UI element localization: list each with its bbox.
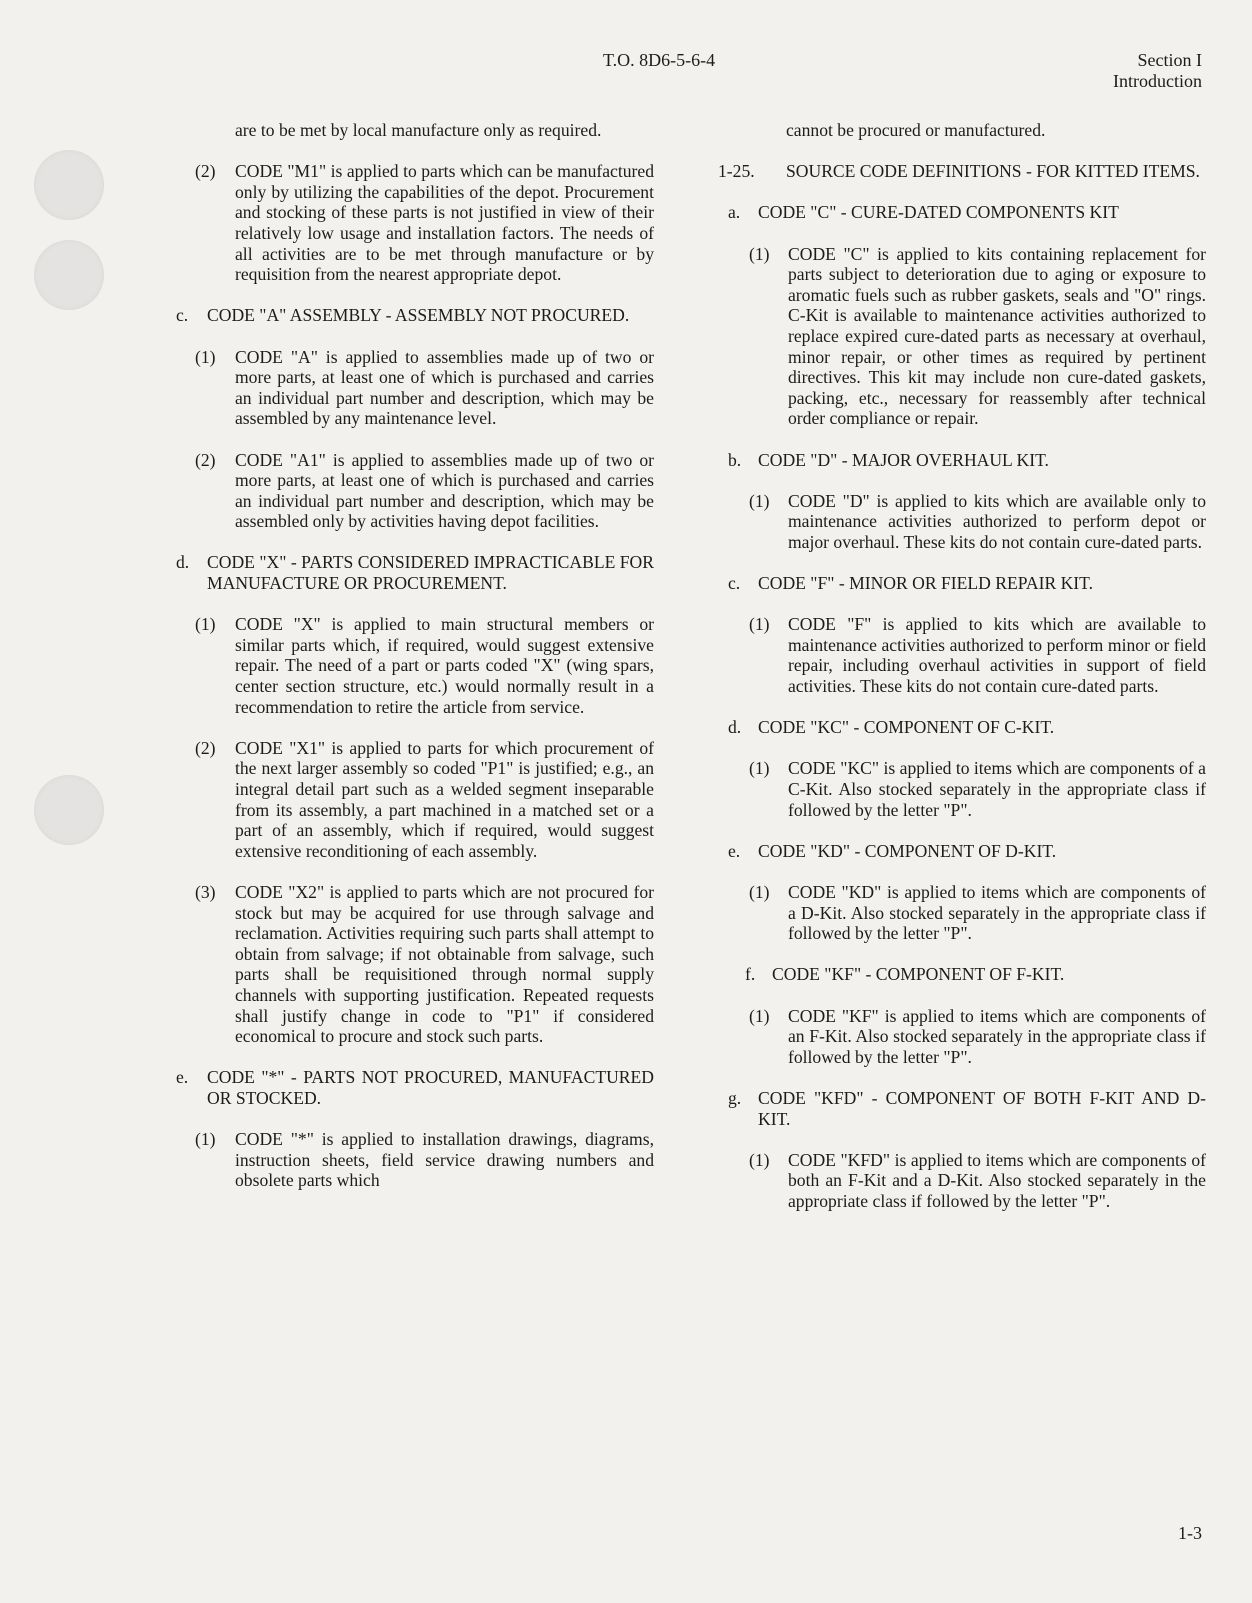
- paragraph-label: e.: [176, 1067, 189, 1088]
- paragraph-label: f.: [745, 964, 756, 985]
- paragraph-label: (2): [195, 449, 216, 470]
- paragraph-text: CODE "X" - PARTS CONSIDERED IMPRACTICABLE FOR MANUFACTURE OR PROCUREMENT.: [207, 552, 654, 594]
- page-number: 1-3: [1178, 1523, 1202, 1543]
- paragraph-label: (2): [195, 737, 216, 758]
- paragraph-text: CODE "M1" is applied to parts which can be manufactured only by utilizing the capabilities of the depot. Procurement and stocking of these parts is not justified in view of their relatively low usage and installation factors. The needs of all activities are to be met through manufacture or by requisition from the nearest appropriate depot.: [235, 161, 654, 285]
- paragraph-heading: [0, 1088, 1210, 1129]
- paragraph-label: b.: [728, 449, 742, 470]
- paragraph-text: CODE "D" is applied to kits which are available only to maintenance activities authorized to perform depot or major overhaul. These kits do not contain cure-dated parts.: [788, 490, 1206, 552]
- paragraph-text: CODE "D" - MAJOR OVERHAUL KIT.: [758, 449, 1049, 470]
- paragraph-text: CODE "KFD" - COMPONENT OF BOTH F-KIT AND D-KIT.: [758, 1087, 1206, 1129]
- paragraph-text: CODE "A" ASSEMBLY - ASSEMBLY NOT PROCURED.: [207, 305, 630, 326]
- paragraph-label: (1): [749, 243, 770, 264]
- paragraph-label: (1): [749, 614, 770, 635]
- paragraph-text: CODE "KD" is applied to items which are components of a D-Kit. Also stocked separately in the appropriate class if followed by the letter "P".: [788, 881, 1206, 944]
- paragraph-text: CODE "X" is applied to main structural members or similar parts which, if required, would suggest extensive repair. The need of a part or parts coded "X" (wing spars, center section structure, etc.) would normally result in a recommendation to retire the article from service.: [235, 614, 654, 717]
- paragraph-heading: [0, 161, 1210, 182]
- paragraph-text: CODE "F" - MINOR OR FIELD REPAIR KIT.: [758, 573, 1093, 594]
- paragraph-text: CODE "KF" - COMPONENT OF F-KIT.: [772, 964, 1065, 985]
- paragraph-text: cannot be procured or manufactured.: [786, 120, 1046, 140]
- paragraph-text: are to be met by local manufacture only as required.: [235, 120, 602, 140]
- paragraph-text: CODE "X2" is applied to parts which are not procured for stock but may be acquired for use through salvage and reclamation. Activities requiring such parts shall attempt to obtain from salvage; if not obtainable from salvage, such parts shall be requisitioned through normal supply channels with supporting justification. Repeated requests shall justify change in code to "P1" if considered economical to procure and stock such parts.: [235, 881, 654, 1047]
- paragraph-label: (1): [749, 490, 770, 511]
- subparagraph: [0, 244, 1210, 429]
- subparagraph: [0, 882, 1210, 944]
- paragraph-text: CODE "KC" - COMPONENT OF C-KIT.: [758, 717, 1055, 738]
- section-label: Section I: [1137, 50, 1202, 70]
- paragraph-label: (1): [195, 1129, 216, 1150]
- paragraph-label: (1): [195, 346, 216, 367]
- subparagraph: [0, 1150, 1210, 1212]
- paragraph-text: CODE "*" - PARTS NOT PROCURED, MANUFACTURED OR STOCKED.: [207, 1067, 654, 1108]
- subparagraph: [0, 758, 1210, 820]
- paragraph-text: CODE "X1" is applied to parts for which procurement of the next larger assembly so coded "P1" is justified; e.g., an integral detail part such as a welded segment inseparable from its assembly, a part machined in a matched set or a part of an assembly, which if required, would suggest extensive reconditioning of each assembly.: [235, 737, 654, 861]
- paragraph-label: (1): [749, 758, 770, 779]
- right-column: [0, 120, 1210, 1232]
- paragraph-label: (1): [195, 614, 216, 635]
- paragraph-label: c.: [728, 573, 741, 594]
- paragraph-text: SOURCE CODE DEFINITIONS - FOR KITTED ITEMS.: [786, 161, 1200, 182]
- paragraph-text: CODE "A" is applied to assemblies made up of two or more parts, at least one of which is purchased and carries an individual part number and description, which may be assembled by any maintenance level.: [235, 346, 654, 429]
- paragraph-text: CODE "C" - CURE-DATED COMPONENTS KIT: [758, 202, 1119, 223]
- paragraph-label: (1): [749, 1005, 770, 1026]
- paragraph-text: CODE "A1" is applied to assemblies made up of two or more parts, at least one of which is purchased and carries an individual part number and description, which may be assembled only by activities having depot facilities.: [235, 449, 654, 532]
- subparagraph: [0, 1006, 1210, 1068]
- paragraph-label: (1): [749, 881, 770, 902]
- paragraph-label: g.: [728, 1087, 742, 1108]
- paragraph-text: CODE "KF" is applied to items which are components of an F-Kit. Also stocked separately in the appropriate class if followed by the letter "P".: [788, 1005, 1206, 1067]
- paragraph-heading: [0, 717, 1210, 738]
- paragraph-label: a.: [728, 202, 741, 223]
- paragraph-heading: [0, 964, 1210, 985]
- section-title: Introduction: [1113, 71, 1202, 91]
- paragraph-label: (2): [195, 161, 216, 182]
- paragraph-label: d.: [176, 552, 190, 573]
- paragraph-label: (3): [195, 881, 216, 902]
- subparagraph: [0, 614, 1210, 696]
- paragraph-label: e.: [728, 840, 741, 861]
- paragraph-text: CODE "F" is applied to kits which are available to maintenance activities authorized to perform minor or field repair, including overhaul activities in support of field activities. These kits do not contain cure-dated parts.: [788, 614, 1206, 697]
- subparagraph: [0, 491, 1210, 553]
- paragraph-heading: [0, 202, 1210, 223]
- paragraph-text: CODE "KC" is applied to items which are components of a C-Kit. Also stocked separately in the appropriate class if followed by the letter "P".: [788, 758, 1206, 820]
- paragraph-text: CODE "*" is applied to installation drawings, diagrams, instruction sheets, field service drawing numbers and obsolete parts which: [235, 1129, 654, 1191]
- paragraph-label: d.: [728, 717, 742, 738]
- paragraph-heading: [0, 450, 1210, 471]
- paragraph-label: 1-25.: [718, 161, 755, 182]
- paragraph-text: CODE "KFD" is applied to items which are components of both an F-Kit and a D-Kit. Also stocked separately in the appropriate class if followed by the letter "P".: [788, 1149, 1206, 1211]
- paragraph-heading: [0, 573, 1210, 594]
- paragraph-text: CODE "KD" - COMPONENT OF D-KIT.: [758, 840, 1057, 861]
- continued-text: [0, 120, 1210, 141]
- paragraph-heading: [0, 841, 1210, 862]
- doc-number: T.O. 8D6-5-6-4: [603, 50, 716, 70]
- paragraph-text: CODE "C" is applied to kits containing replacement for parts subject to deterioration due to aging or exposure to aromatic fuels such as rubber gaskets, seals and "O" rings. C-Kit is available to maintenance activities authorized to replace expired cure-dated parts as necessary at overhaul, minor repair, or other times as required by pertinent directives. This kit may include non cure-dated gaskets, packing, etc., necessary for reassembly after technical order compliance or repair.: [788, 243, 1206, 429]
- paragraph-label: c.: [176, 305, 189, 326]
- paragraph-label: (1): [749, 1149, 770, 1170]
